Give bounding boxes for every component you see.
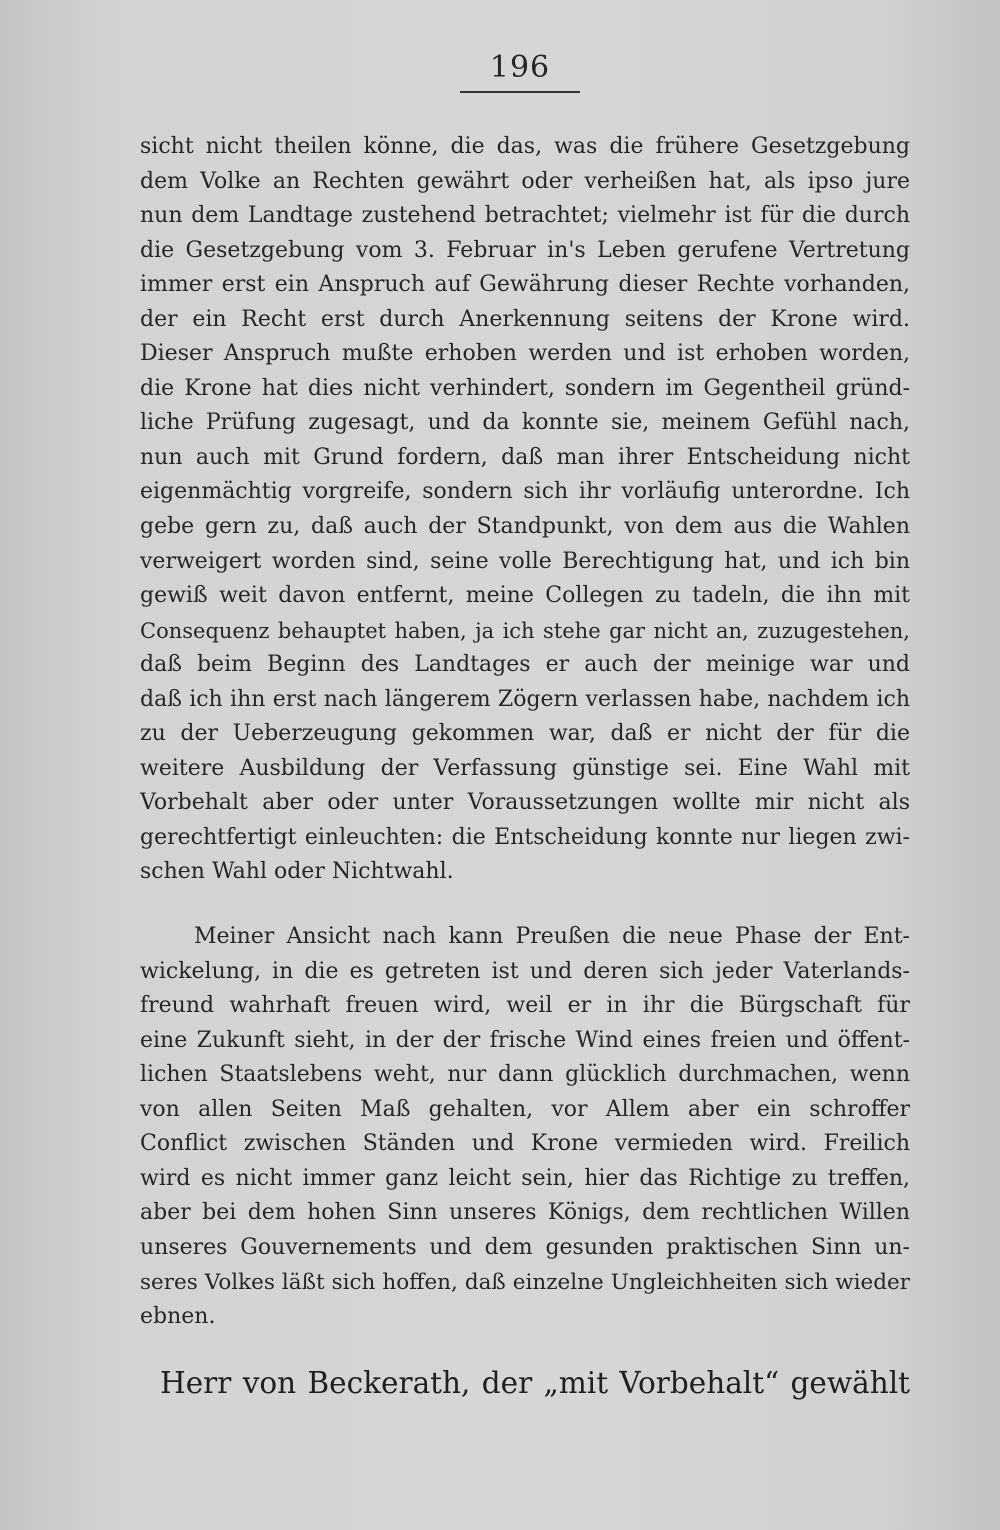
page-number: 196 <box>460 50 580 93</box>
text-line: wird es nicht immer ganz leicht sein, hier das Richtige zu treffen, <box>140 1165 910 1191</box>
text-line: Conflict zwischen Ständen und Krone vermieden wird. Freilich <box>140 1131 910 1157</box>
text-line: von allen Seiten Maß gehalten, vor Allem aber ein schroffer <box>140 1096 910 1122</box>
text-line: verweigert worden sind, seine volle Berechtigung hat, und ich bin <box>140 548 910 574</box>
text-line: nun dem Landtage zustehend betrachtet; vielmehr ist für die durch <box>140 203 910 229</box>
paragraph-1 <box>140 130 910 890</box>
text-line: der ein Recht erst durch Anerkennung seitens der Krone wird. <box>140 306 910 332</box>
text-line: Meiner Ansicht nach kann Preußen die neue Phase der Ent- <box>194 924 910 950</box>
text-line: seres Volkes läßt sich hoffen, daß einzelne Ungleichheiten sich wieder <box>140 1269 910 1295</box>
text-line: gerechtfertigt einleuchten: die Entscheidung konnte nur liegen zwi- <box>140 824 910 850</box>
text-line: schen Wahl oder Nichtwahl. <box>140 859 454 885</box>
text-line: sicht nicht theilen könne, die das, was die frühere Gesetzgebung <box>140 134 910 159</box>
text-line: weitere Ausbildung der Verfassung günstige sei. Eine Wahl mit <box>140 755 910 781</box>
text-line: Dieser Anspruch mußte erhoben werden und ist erhoben worden, <box>140 341 910 367</box>
text-line: freund wahrhaft freuen wird, weil er in ihr die Bürgschaft für <box>140 993 910 1019</box>
text-line: dem Volke an Rechten gewährt oder verheißen hat, als ipso jure <box>140 168 910 194</box>
text-line: die Krone hat dies nicht verhindert, sondern im Gegentheil gründ- <box>140 375 910 401</box>
text-line: daß ich ihn erst nach längerem Zögern verlassen habe, nachdem ich <box>140 686 910 712</box>
text-line: Consequenz behauptet haben, ja ich stehe gar nicht an, zuzugestehen, <box>140 618 910 643</box>
text-line: gewiß weit davon entfernt, meine Collegen zu tadeln, die ihn mit <box>140 583 910 609</box>
paragraph-gap <box>140 890 910 920</box>
section-heading: Herr von Beckerath, der „mit Vorbehalt“ gewählt <box>160 1365 910 1400</box>
text-line: daß beim Beginn des Landtages er auch der meinige war und <box>140 652 910 678</box>
text-line: lichen Staatslebens weht, nur dann glücklich durchmachen, wenn <box>140 1062 910 1088</box>
text-line: ebnen. <box>140 1304 216 1330</box>
text-line: gebe gern zu, daß auch der Standpunkt, von dem aus die Wahlen <box>140 514 910 540</box>
text-line: immer erst ein Anspruch auf Gewährung dieser Rechte vorhanden, <box>140 272 910 298</box>
text-line: wickelung, in die es getreten ist und deren sich jeder Vaterlands- <box>140 958 910 984</box>
text-line: die Gesetzgebung vom 3. Februar in's Leben gerufene Vertretung <box>140 237 910 263</box>
text-line: liche Prüfung zugesagt, und da konnte sie, meinem Gefühl nach, <box>140 410 910 436</box>
text-line: unseres Gouvernements und dem gesunden praktischen Sinn un- <box>140 1234 910 1260</box>
page-header <box>0 50 1000 93</box>
text-line: zu der Ueberzeugung gekommen war, daß er nicht der für die <box>140 721 910 747</box>
text-line: Vorbehalt aber oder unter Voraussetzungen wollte mir nicht als <box>140 790 910 816</box>
text-line: aber bei dem hohen Sinn unseres Königs, dem rechtlichen Willen <box>140 1200 910 1226</box>
paragraph-2 <box>140 920 910 1335</box>
text-line: eine Zukunft sieht, in der der frische Wind eines freien und öffent- <box>140 1027 910 1053</box>
text-line: eigenmächtig vorgreife, sondern sich ihr vorläufig unterordne. Ich <box>140 479 910 505</box>
body-text <box>140 130 910 1405</box>
text-line: nun auch mit Grund fordern, daß man ihrer Entscheidung nicht <box>140 444 910 470</box>
